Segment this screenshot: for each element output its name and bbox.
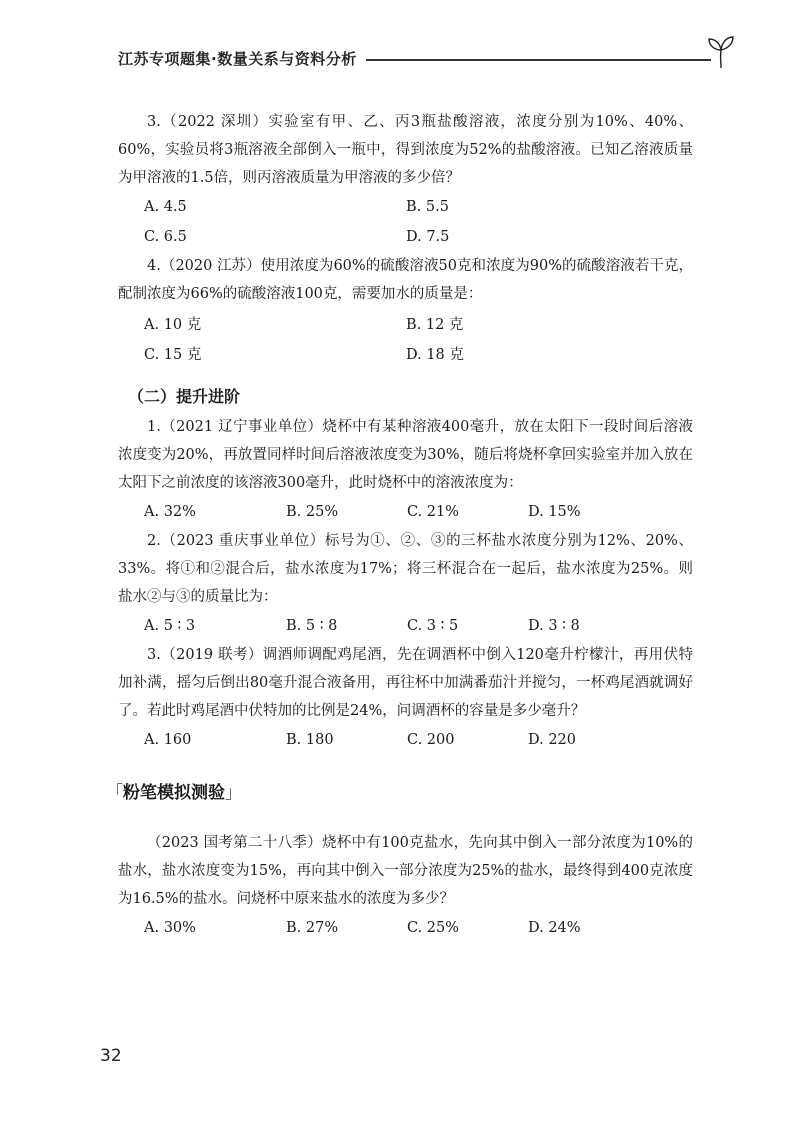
option-c: C. 200 [407, 732, 455, 748]
option-row [118, 338, 693, 368]
question-block [118, 641, 693, 755]
option-d: D. 220 [528, 732, 577, 748]
bracket-right: 」 [225, 783, 242, 803]
page-content [106, 108, 693, 943]
question-block [118, 527, 693, 641]
section-title: 粉笔模拟测验 [123, 783, 225, 803]
option-b: B. 5.5 [406, 199, 449, 215]
option-a: A. 32% [144, 504, 196, 520]
option-b: B. 180 [286, 732, 334, 748]
option-a: A. 4.5 [144, 199, 187, 215]
option-d: D. 7.5 [406, 229, 450, 245]
option-row [118, 192, 693, 222]
option-b: B. 27% [286, 920, 339, 936]
question-block [118, 108, 693, 252]
option-b: B. 12 克 [406, 316, 464, 333]
option-d: D. 18 克 [406, 346, 464, 363]
bracket-left: 「 [106, 783, 123, 803]
option-a: A. 30% [144, 920, 196, 936]
question-text: 3.（2022 深圳）实验室有甲、乙、丙3瓶盐酸溶液，浓度分别为10%、40%、60%，实验员将3瓶溶液全部倒入一瓶中，得到浓度为52%的盐酸溶液。已知乙溶液质量为甲溶液的1.5倍，则丙溶液质量为甲溶液的多少倍？ [118, 114, 693, 186]
option-c: C. 3 ∶ 5 [407, 618, 459, 634]
option-b: B. 25% [286, 504, 339, 520]
page-number: 32 [100, 1046, 122, 1066]
option-row [118, 308, 693, 338]
subsection-heading: （二）提升进阶 [128, 387, 241, 406]
page-header [118, 48, 718, 72]
option-row [118, 497, 693, 527]
option-c: C. 6.5 [144, 229, 187, 245]
sprout-icon [706, 34, 736, 68]
option-a: A. 5 ∶ 3 [144, 618, 196, 634]
question-block [118, 413, 693, 527]
option-row [118, 611, 693, 641]
option-d: D. 3 ∶ 8 [528, 618, 580, 634]
section-heading [106, 779, 693, 807]
option-d: D. 15% [528, 504, 581, 520]
header-rule [366, 59, 711, 61]
option-b: B. 5 ∶ 8 [286, 618, 338, 634]
book-title: 江苏专项题集·数量关系与资料分析 [118, 50, 357, 68]
question-text: 2.（2023 重庆事业单位）标号为①、②、③的三杯盐水浓度分别为12%、20%、33%。将①和②混合后，盐水浓度为17%；将三杯混合在一起后，盐水浓度为25%。则盐水②与③的质量比为： [118, 533, 693, 605]
question-text: 3.（2019 联考）调酒师调配鸡尾酒，先在调酒杯中倒入120毫升柠檬汁，再用伏特加补满，摇匀后倒出80毫升混合液备用，再往杯中加满番茄汁并搅匀，一杯鸡尾酒就调好了。若此时鸡尾酒中伏特加的比例是24%，问调酒杯的容量是多少毫升？ [118, 647, 693, 719]
option-c: C. 25% [407, 920, 460, 936]
option-row [118, 725, 693, 755]
option-c: C. 15 克 [144, 346, 202, 363]
question-text: 4.（2020 江苏）使用浓度为60%的硫酸溶液50克和浓度为90%的硫酸溶液若干克，配制浓度为66%的硫酸溶液100克，需要加水的质量是： [118, 258, 693, 302]
question-text: 1.（2021 辽宁事业单位）烧杯中有某种溶液400毫升，放在太阳下一段时间后溶液浓度变为20%，再放置同样时间后溶液浓度变为30%，随后将烧杯拿回实验室并加入放在太阳下之前浓度的该溶液300毫升，此时烧杯中的溶液浓度为： [118, 419, 693, 491]
question-block [118, 829, 693, 943]
question-block [118, 252, 693, 368]
option-row [118, 222, 693, 252]
option-a: A. 10 克 [144, 316, 202, 333]
option-d: D. 24% [528, 920, 581, 936]
option-c: C. 21% [407, 504, 460, 520]
option-row [118, 913, 693, 943]
option-a: A. 160 [144, 732, 192, 748]
question-text: （2023 国考第二十八季）烧杯中有100克盐水，先向其中倒入一部分浓度为10%的盐水，盐水浓度变为15%，再向其中倒入一部分浓度为25%的盐水，最终得到400克浓度为16.5%的盐水。问烧杯中原来盐水的浓度为多少？ [118, 835, 693, 907]
